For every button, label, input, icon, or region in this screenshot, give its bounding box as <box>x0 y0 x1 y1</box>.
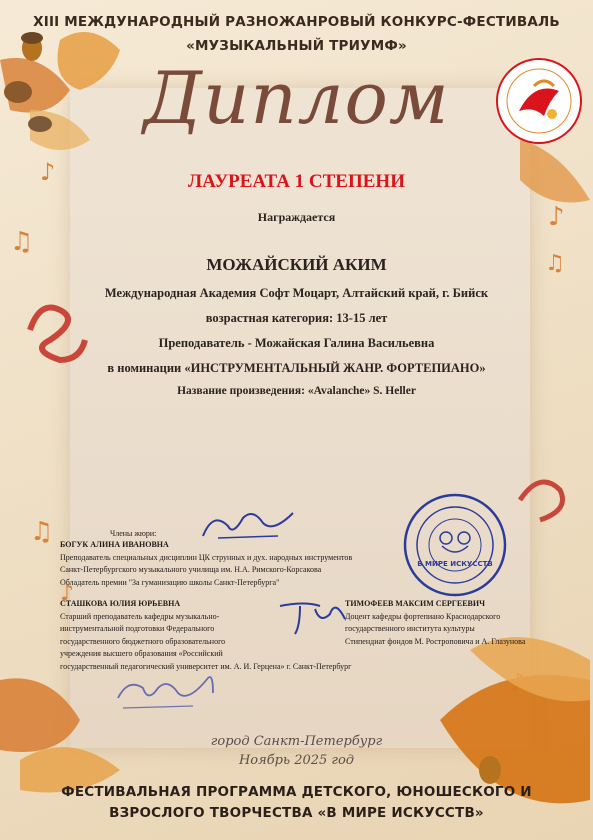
signature-image <box>108 668 218 714</box>
jury-member-name: ТИМОФЕЕВ МАКСИМ СЕРГЕЕВИЧ <box>345 599 485 608</box>
signature-image <box>198 508 298 544</box>
jury-member-detail: Санкт-Петербургского музыкального училища им. Н.А. Римского-Корсакова <box>60 565 322 574</box>
jury-member-detail: государственный педагогический университет им. А. И. Герцена» г. Санкт-Петербург <box>60 661 352 671</box>
jury-member-detail: Преподаватель специальных дисциплин ЦК струнных и дух. народных инструментов <box>60 552 353 562</box>
music-note-icon: ♫ <box>10 227 34 257</box>
date-text: Ноябрь 2025 год <box>238 753 355 768</box>
music-note-icon: ♪ <box>60 581 75 606</box>
jury-member-3 <box>345 598 580 648</box>
jury-member-detail: государственного бюджетного образовательного <box>60 636 226 646</box>
teacher-text: Преподаватель - Можайская Галина Васильевна <box>158 336 435 350</box>
jury-member-detail: Старший преподаватель кафедры музыкально- <box>60 611 220 621</box>
official-stamp-icon <box>400 490 510 600</box>
nomination-text: в номинации «ИНСТРУМЕНТАЛЬНЫЙ ЖАНР. ФОРТЕПИАНО» <box>107 361 486 375</box>
jury-member-detail: учреждения высшего образования «Российский <box>60 649 223 658</box>
jury-member-detail: Доцент кафедры фортепиано Краснодарского <box>345 611 501 621</box>
music-note-icon: ♪ <box>548 202 565 232</box>
ribbon-icon <box>520 482 563 520</box>
footer-line1: ФЕСТИВАЛЬНАЯ ПРОГРАММА ДЕТСКОГО, ЮНОШЕСКОГО И <box>61 784 532 800</box>
organization-text: Международная Академия Софт Моцарт, Алтайский край, г. Бийск <box>104 286 489 300</box>
city-text: город Санкт-Петербург <box>210 734 383 749</box>
awarded-label: Награждается <box>257 210 336 224</box>
music-note-icon: ♫ <box>545 251 565 276</box>
music-note-icon: ♪ <box>40 158 56 186</box>
age-category-text: возрастная категория: 13-15 лет <box>205 311 388 325</box>
laureate-name: МОЖАЙСКИЙ АКИМ <box>206 255 387 274</box>
footer-line2: ВЗРОСЛОГО ТВОРЧЕСТВА «В МИРЕ ИСКУССТВ» <box>109 805 484 821</box>
signature-image <box>275 596 355 636</box>
jury-member-detail: Стипендиат фондов М. Ростроповича и А. Глазунова <box>345 636 526 646</box>
piece-text: Название произведения: «Avalanche» S. Heller <box>177 385 416 397</box>
jury-member-name: БОГУК АЛИНА ИВАНОВНА <box>60 540 169 549</box>
jury-label: Члены жюри: <box>110 529 157 538</box>
festival-header-line1: XIII МЕЖДУНАРОДНЫЙ РАЗНОЖАНРОВЫЙ КОНКУРС-ФЕСТИВАЛЬ <box>33 14 560 30</box>
jury-member-detail: Обладатель премии "За гуманизацию школы Санкт-Петербурга" <box>60 577 280 587</box>
diploma-title: Диплом <box>143 56 450 140</box>
music-note-icon: ♫ <box>30 517 54 547</box>
jury-member-detail: инструментальной подготовки Федерального <box>60 624 215 633</box>
festival-header-line2: «МУЗЫКАЛЬНЫЙ ТРИУМФ» <box>186 38 407 54</box>
laureate-degree: ЛАУРЕАТА 1 СТЕПЕНИ <box>187 171 405 192</box>
jury-member-detail: государственного института культуры <box>345 624 475 633</box>
stamp-center-text: В МИРЕ ИСКУССТВ <box>417 560 493 568</box>
jury-member-name: СТАШКОВА ЮЛИЯ ЮРЬЕВНА <box>60 599 181 608</box>
